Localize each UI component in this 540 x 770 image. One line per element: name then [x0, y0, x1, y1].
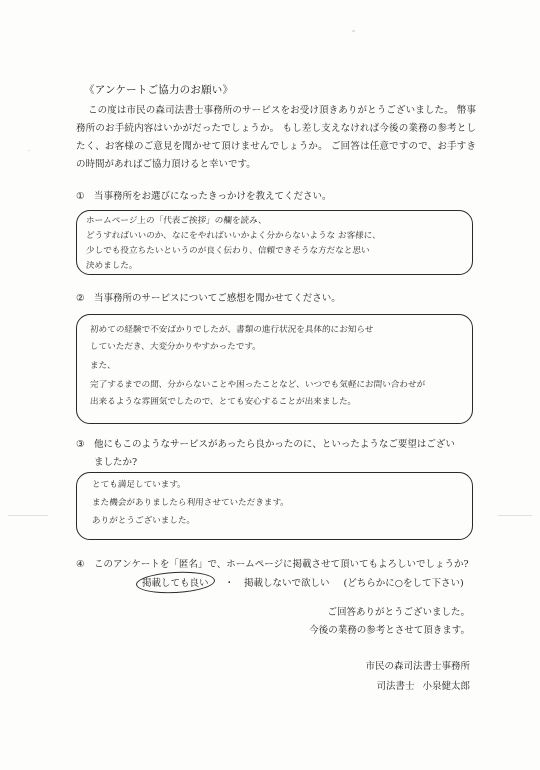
option-separator: ・ — [224, 578, 235, 589]
publish-consent-options — [138, 575, 464, 589]
question-text: 他にもこのようなサービスがあったら良かったのに、といったようなご要望はござい — [94, 439, 455, 450]
signer-line — [365, 677, 470, 697]
scan-speck — [498, 515, 532, 516]
handwritten-answer-line: 初めての経験で不安ばかりでしたが、書類の進行状況を具体的にお知らせ — [89, 325, 374, 335]
survey-title: 《アンケートご協力のお願い》 — [84, 84, 234, 96]
question-text: 当事務所をお選びになったきっかけを教えてください。 — [94, 191, 332, 202]
handwritten-answer-line: 出来るような雰囲気でしたので、とても安心することが出来ました。 — [89, 397, 357, 407]
signer-title: 司法書士 — [376, 681, 415, 692]
scan-speck — [352, 30, 355, 32]
closing-line: 今後の業務の参考とさせて頂きます。 — [309, 625, 470, 636]
handwritten-answer-line: していただき、大変分かりやすかったです。 — [89, 342, 262, 352]
handwritten-answer-line: 完了するまでの間、分からないことや困ったことなど、いつでも気軽にお問い合わせが — [89, 380, 426, 390]
handwritten-answer-line: どうすればいいのか、なにをやればいいかよく分からないような お客様に、 — [85, 231, 382, 241]
question-1 — [76, 188, 332, 206]
handwritten-answer-line: ホームページ上の「代表ご挨拶」の欄を読み、 — [85, 216, 268, 226]
question-number: ① — [76, 191, 85, 202]
question-2 — [76, 290, 341, 308]
scan-speck — [28, 150, 30, 151]
question-text: このアンケートを「匿名」で、ホームページに掲載させて頂いてもよろしいでしょうか? — [94, 559, 469, 570]
option-publish-ok-circled[interactable]: 掲載しても良い — [138, 575, 213, 589]
question-4 — [76, 556, 469, 574]
handwritten-answer-line: また機会がありましたら利用させていただきます。 — [91, 498, 290, 508]
question-text-continued: ましたか? — [94, 457, 138, 468]
office-signature — [365, 657, 470, 697]
option-instruction-note: (どちらかに○をして下さい) — [343, 578, 464, 589]
signer-name: 小泉健太郎 — [422, 681, 470, 692]
closing-message — [309, 604, 470, 640]
handwritten-answer-line: 少しでも役立ちたいというのが良く伝わり、信頼できそうな方だなと思い — [85, 246, 370, 256]
question-number: ④ — [76, 559, 85, 570]
closing-line: ご回答ありがとうございました。 — [327, 607, 470, 618]
question-3 — [76, 436, 476, 472]
handwritten-answer-line: とても満足しています。 — [91, 480, 187, 490]
handwritten-answer-line: ありがとうございました。 — [91, 516, 196, 526]
question-number: ③ — [76, 439, 85, 450]
scan-speck — [8, 515, 48, 516]
handwritten-answer-line: また、 — [89, 361, 117, 371]
question-text: 当事務所のサービスについてご感想を聞かせてください。 — [94, 293, 341, 304]
intro-paragraph: この度は市民の森司法書士事務所のサービスをお受け頂きありがとうございました。 幣事務所のお手続内容はいかがだったでしょうか。 もし差し支えなければ今後の業務の参考としたく、お客様のご意見を聞かせて頂けませんでしょうか。 ご回答は任意ですので、お手すきの時間があればご協力頂けると幸いです。 — [76, 105, 476, 170]
handwritten-answer-line: 決めました。 — [85, 261, 138, 271]
question-number: ② — [76, 293, 85, 304]
option-publish-no[interactable]: 掲載しないで欲しい — [244, 578, 330, 589]
office-name: 市民の森司法書士事務所 — [365, 661, 470, 672]
